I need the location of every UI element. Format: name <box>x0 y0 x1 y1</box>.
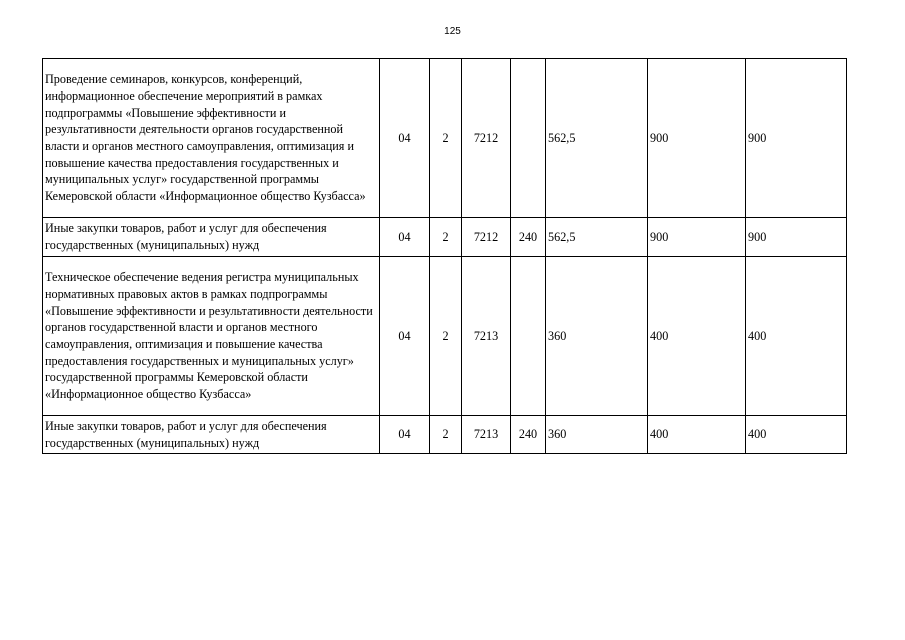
section-code-cell: 04 <box>380 416 430 454</box>
target-code-cell: 7213 <box>462 416 511 454</box>
section-code-cell: 04 <box>380 257 430 416</box>
amount-year1-cell: 562,5 <box>546 59 648 218</box>
section-code-cell: 04 <box>380 59 430 218</box>
section-code-cell: 04 <box>380 218 430 257</box>
amount-year3-cell: 900 <box>746 218 847 257</box>
expense-type-cell: 240 <box>511 416 546 454</box>
amount-year1-cell: 562,5 <box>546 218 648 257</box>
subsection-code-cell: 2 <box>430 59 462 218</box>
amount-year2-cell: 400 <box>648 257 746 416</box>
expense-name-cell: Техническое обеспечение ведения регистра муниципальных нормативных правовых актов в рамках подпрограммы «Повышение эффективности и результативности деятельности органов государственной власти и органов местного самоуправления, оптимизация и повышение качества предоставления государственных и муниципальных услуг» государственной программы Кемеровской области «Информационное общество Кузбасса» <box>43 257 380 416</box>
expense-name-cell: Проведение семинаров, конкурсов, конференций, информационное обеспечение мероприятий в рамках подпрограммы «Повышение эффективности и результативности деятельности органов государственной власти и органов местного самоуправления, оптимизация и повышение качества предоставления государственных и муниципальных услуг» государственной программы Кемеровской области «Информационное общество Кузбасса» <box>43 59 380 218</box>
expense-name-cell: Иные закупки товаров, работ и услуг для обеспечения государственных (муниципальных) нужд <box>43 416 380 454</box>
amount-year3-cell: 400 <box>746 257 847 416</box>
amount-year3-cell: 900 <box>746 59 847 218</box>
subsection-code-cell: 2 <box>430 416 462 454</box>
target-code-cell: 7212 <box>462 218 511 257</box>
amount-year2-cell: 900 <box>648 59 746 218</box>
table-row <box>43 416 847 454</box>
expense-type-cell: 240 <box>511 218 546 257</box>
amount-year1-cell: 360 <box>546 416 648 454</box>
table-row <box>43 59 847 218</box>
budget-table <box>42 58 847 454</box>
amount-year2-cell: 900 <box>648 218 746 257</box>
amount-year1-cell: 360 <box>546 257 648 416</box>
table-row <box>43 218 847 257</box>
table-row <box>43 257 847 416</box>
amount-year2-cell: 400 <box>648 416 746 454</box>
subsection-code-cell: 2 <box>430 257 462 416</box>
target-code-cell: 7212 <box>462 59 511 218</box>
expense-type-cell <box>511 59 546 218</box>
subsection-code-cell: 2 <box>430 218 462 257</box>
expense-name-cell: Иные закупки товаров, работ и услуг для обеспечения государственных (муниципальных) нужд <box>43 218 380 257</box>
expense-type-cell <box>511 257 546 416</box>
target-code-cell: 7213 <box>462 257 511 416</box>
amount-year3-cell: 400 <box>746 416 847 454</box>
page-number: 125 <box>444 26 461 37</box>
